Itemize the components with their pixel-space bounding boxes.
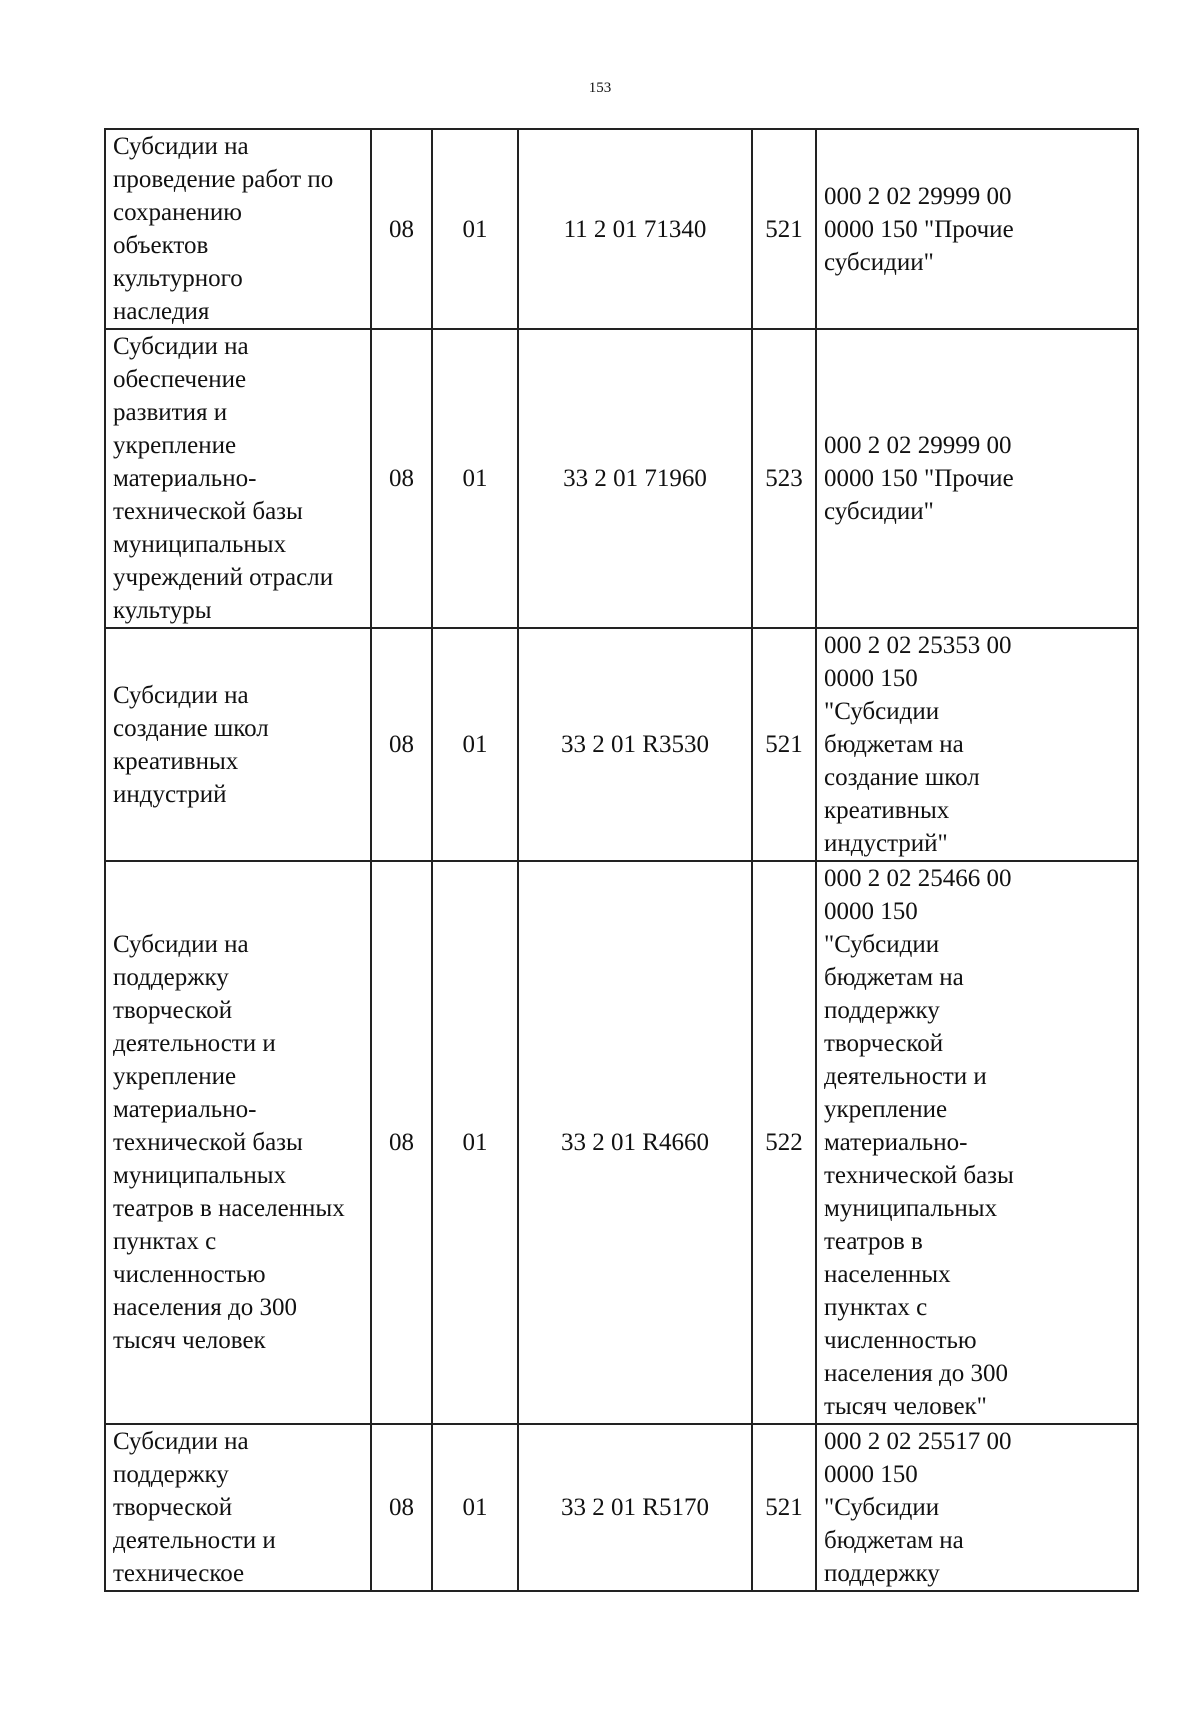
- section-cell: 08: [371, 628, 432, 861]
- income-code-text: 000 2 02 25517 00 0000 150 "Субсидии бюджетам на поддержку: [824, 1428, 1012, 1587]
- income-code-cell: [816, 1424, 1138, 1591]
- income-code-text: 000 2 02 29999 00 0000 150 "Прочие субсидии": [824, 432, 1014, 525]
- description-cell: [105, 1424, 371, 1591]
- table-row: [105, 129, 1138, 329]
- income-code-text: 000 2 02 25353 00 0000 150 "Субсидии бюджетам на создание школ креативных индустрий": [824, 632, 1012, 857]
- table-row: [105, 1424, 1138, 1591]
- section-cell: 08: [371, 861, 432, 1424]
- table-row: [105, 329, 1138, 628]
- target-article-cell: 33 2 01 71960: [518, 329, 752, 628]
- description-text: Субсидии на поддержку творческой деятельности и укрепление материально- технической базы муниципальных театров в населенных пунктах с численностью населения до 300 тысяч человек: [113, 931, 345, 1354]
- description-text: Субсидии на создание школ креативных индустрий: [113, 681, 269, 808]
- description-cell: [105, 329, 371, 628]
- subsection-cell: 01: [432, 329, 518, 628]
- subsection-cell: 01: [432, 861, 518, 1424]
- subsection-cell: 01: [432, 1424, 518, 1591]
- income-code-cell: [816, 329, 1138, 628]
- target-article-cell: 11 2 01 71340: [518, 129, 752, 329]
- description-cell: [105, 628, 371, 861]
- expense-type-cell: 521: [752, 129, 816, 329]
- subsection-cell: 01: [432, 129, 518, 329]
- expense-type-cell: 521: [752, 628, 816, 861]
- page-number: 153: [588, 80, 612, 96]
- expense-type-cell: 521: [752, 1424, 816, 1591]
- section-cell: 08: [371, 329, 432, 628]
- target-article-cell: 33 2 01 R3530: [518, 628, 752, 861]
- table-row: [105, 861, 1138, 1424]
- description-text: Субсидии на поддержку творческой деятельности и техническое: [113, 1428, 276, 1587]
- income-code-cell: [816, 628, 1138, 861]
- description-text: Субсидии на проведение работ по сохранению объектов культурного наследия: [113, 133, 334, 325]
- income-code-cell: [816, 861, 1138, 1424]
- income-code-text: 000 2 02 29999 00 0000 150 "Прочие субсидии": [824, 182, 1014, 276]
- expense-type-cell: 523: [752, 329, 816, 628]
- target-article-cell: 33 2 01 R5170: [518, 1424, 752, 1591]
- expense-type-cell: 522: [752, 861, 816, 1424]
- section-cell: 08: [371, 129, 432, 329]
- income-code-cell: [816, 129, 1138, 329]
- table-row: [105, 628, 1138, 861]
- subsection-cell: 01: [432, 628, 518, 861]
- section-cell: 08: [371, 1424, 432, 1591]
- description-cell: [105, 861, 371, 1424]
- target-article-cell: 33 2 01 R4660: [518, 861, 752, 1424]
- subsidy-table: [104, 128, 1139, 1592]
- description-cell: [105, 129, 371, 329]
- description-text: Субсидии на обеспечение развития и укрепление материально- технической базы муниципальных учреждений отрасли культуры: [113, 333, 334, 624]
- income-code-text: 000 2 02 25466 00 0000 150 "Субсидии бюджетам на поддержку творческой деятельности и укрепление материально- технической базы муниципальных театров в населенных пунктах с численностью населения до 300 тысяч человек": [824, 865, 1014, 1420]
